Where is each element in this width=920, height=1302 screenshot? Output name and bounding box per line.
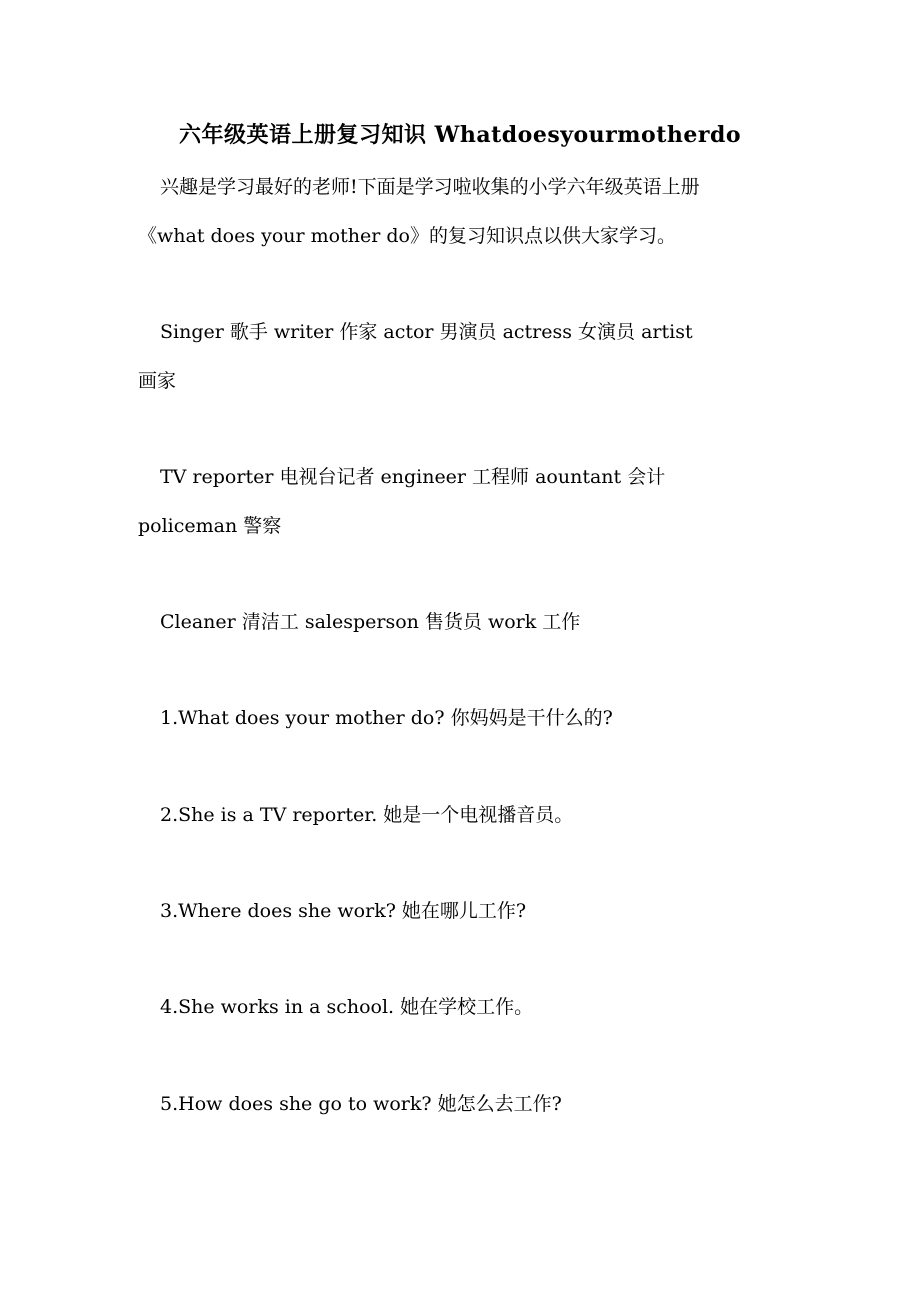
- sentence-2: 2.She is a TV reporter. 她是一个电视播音员。: [160, 804, 574, 826]
- vocab-paragraph-1-line-1: Singer 歌手 writer 作家 actor 男演员 actress 女演员 artist: [160, 321, 693, 343]
- intro-line-2: 《what does your mother do》的复习知识点以供大家学习。: [138, 225, 676, 247]
- vocab-paragraph-3: Cleaner 清洁工 salesperson 售货员 work 工作: [160, 611, 581, 633]
- sentence-4: 4.She works in a school. 她在学校工作。: [160, 996, 534, 1018]
- vocab-paragraph-2-line-1: TV reporter 电视台记者 engineer 工程师 aountant 会计: [160, 466, 666, 488]
- vocab-paragraph-1-line-2: 画家: [138, 370, 177, 392]
- document-title: 六年级英语上册复习知识 Whatdoesyourmotherdo: [178, 122, 741, 148]
- sentence-1: 1.What does your mother do? 你妈妈是干什么的?: [160, 707, 613, 729]
- sentence-5: 5.How does she go to work? 她怎么去工作?: [160, 1093, 562, 1115]
- intro-line-1: 兴趣是学习最好的老师!下面是学习啦收集的小学六年级英语上册: [160, 176, 700, 198]
- vocab-paragraph-2-line-2: policeman 警察: [138, 515, 282, 537]
- sentence-3: 3.Where does she work? 她在哪儿工作?: [160, 900, 527, 922]
